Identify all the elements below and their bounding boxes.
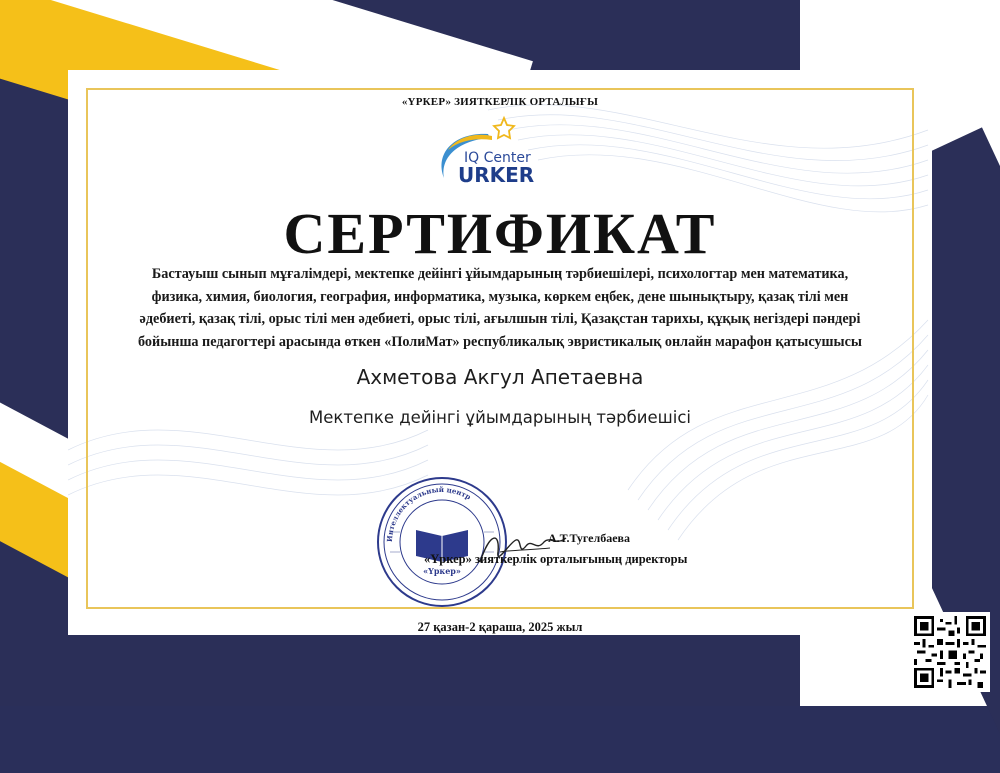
director-name: А.Т.Тугелбаева <box>548 531 631 545</box>
recipient-position: Мектепке дейінгі ұйымдарының тәрбиешісі <box>309 408 691 427</box>
star-icon <box>494 118 514 138</box>
certificate-description <box>95 263 905 353</box>
description-line: бойынша педагогтері арасында өткен «ПолиМат» республикалық эвристикалық онлайн марафон қатысушысы <box>138 333 862 350</box>
recipient-name: Ахметова Акгул Апетаевна <box>356 365 644 389</box>
qr-code[interactable] <box>910 612 990 692</box>
stamp-bottom-text: «Үркер» <box>423 566 461 576</box>
certificate-title: СЕРТИФИКАТ <box>283 201 717 266</box>
organization-name: «ҮРКЕР» ЗИЯТКЕРЛІК ОРТАЛЫҒЫ <box>401 96 599 108</box>
description-line: Бастауыш сынып мұғалімдері, мектепке дейінгі ұйымдарының тәрбиешілері, психологтар мен математика, <box>151 266 849 282</box>
logo-line1: IQ Center <box>464 150 531 166</box>
certificate-date: 27 қазан-2 қараша, 2025 жыл <box>417 620 583 634</box>
description-line: физика, химия, биология, география, информатика, музыка, көркем еңбек, дене шынықтыру, қазақ тілі мен <box>151 288 849 305</box>
stamp-ring-text: Интеллектуальный центр <box>384 484 473 543</box>
logo-line2: URKER <box>458 163 535 187</box>
qr-code-icon <box>914 616 986 688</box>
urker-logo <box>426 112 546 190</box>
description-line: әдебиеті, қазақ тілі, орыс тілі мен әдебиеті, орыс тілі, ағылшын тілі, Қазақстан тарихы, құқық негіздері пәндері <box>139 311 861 327</box>
director-title: «Үркер» зияткерлік орталығының директоры <box>424 552 688 566</box>
